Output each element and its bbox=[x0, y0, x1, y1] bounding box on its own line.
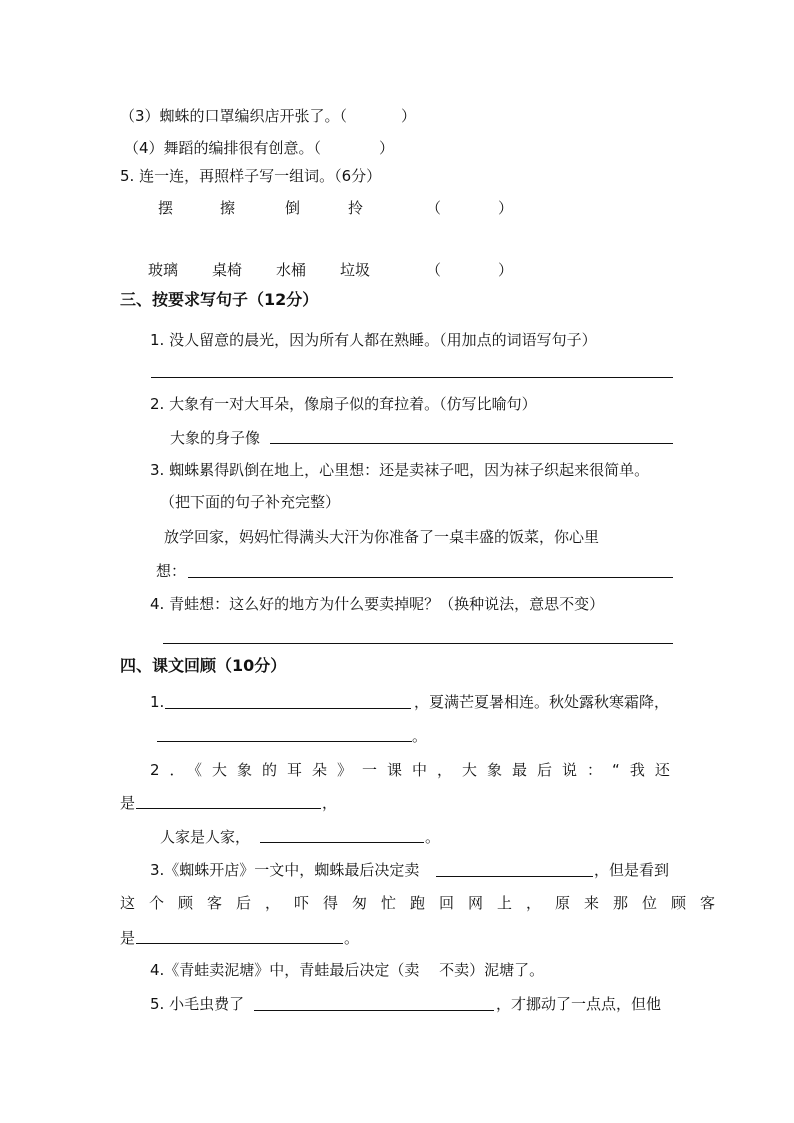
section-4-q3-c: 是 bbox=[120, 929, 136, 947]
answer-line-3-2[interactable] bbox=[270, 443, 673, 444]
word-dao: 倒 bbox=[285, 199, 301, 217]
section-3-q2: 2. 大象有一对大耳朵，像扇子似的耷拉着。（仿写比喻句） bbox=[150, 395, 537, 413]
section-3-q2-prefix: 大象的身子像 bbox=[170, 429, 261, 447]
section-4-q4: 4.《青蛙卖泥塘》中，青蛙最后决定（卖 不卖）泥塘了。 bbox=[150, 961, 545, 979]
section-4-q3-a: 3.《蜘蛛开店》一文中，蜘蛛最后决定卖 bbox=[150, 861, 420, 879]
paren-close-1: ） bbox=[498, 199, 514, 217]
section-4-q5-end: ，才挪动了一点点，但他 bbox=[496, 995, 662, 1013]
word-boli: 玻璃 bbox=[148, 261, 179, 279]
question-2-5-title: 5. 连一连，再照样子写一组词。（6分） bbox=[120, 167, 382, 185]
section-4-q1-end: 。 bbox=[412, 727, 428, 745]
word-laji: 垃圾 bbox=[340, 261, 371, 279]
paren-open-1: （ bbox=[426, 199, 442, 217]
section-4-q3-a-end: ，但是看到 bbox=[594, 861, 670, 879]
section-4-q3-b: 这个顾客后，吓得匆忙跑回网上，原来那位顾客 bbox=[120, 894, 730, 912]
word-zhuoyi: 桌椅 bbox=[212, 261, 243, 279]
answer-line-3-3[interactable] bbox=[188, 577, 673, 578]
section-4-q2-c: 人家是人家， bbox=[160, 828, 251, 846]
word-shuitong: 水桶 bbox=[276, 261, 307, 279]
section-3-q3: 3. 蜘蛛累得趴倒在地上，心里想：还是卖袜子吧，因为袜子织起来很简单。 bbox=[150, 461, 650, 479]
section-3-title: 三、按要求写句子（12分） bbox=[120, 290, 319, 309]
answer-line-4-1a[interactable] bbox=[165, 708, 411, 709]
answer-line-4-3b[interactable] bbox=[136, 943, 343, 944]
section-4-q2-b-end: ， bbox=[322, 794, 338, 812]
section-4-title: 四、课文回顾（10分） bbox=[120, 656, 287, 675]
section-3-q3-note: （把下面的句子补充完整） bbox=[160, 493, 341, 511]
question-2-4: （4）舞蹈的编排很有创意。（ ） bbox=[124, 139, 395, 157]
section-4-q3-c-end: 。 bbox=[344, 929, 360, 947]
section-3-q1: 1. 没人留意的晨光，因为所有人都在熟睡。（用加点的词语写句子） bbox=[150, 331, 597, 349]
section-4-q1-num: 1. bbox=[150, 693, 165, 711]
answer-line-4-2b[interactable] bbox=[260, 842, 424, 843]
answer-line-4-3a[interactable] bbox=[436, 876, 593, 877]
section-4-q2-c-end: 。 bbox=[425, 828, 441, 846]
answer-line-4-5[interactable] bbox=[254, 1010, 494, 1011]
answer-line-3-4[interactable] bbox=[163, 643, 673, 644]
section-4-q2-a: 2．《大象的耳朵》一课中，大象最后说：“我还 bbox=[150, 761, 680, 779]
answer-line-4-2a[interactable] bbox=[136, 808, 321, 809]
word-bai: 摆 bbox=[158, 199, 174, 217]
paren-open-2: （ bbox=[426, 261, 442, 279]
section-3-q3-prefix: 想： bbox=[156, 562, 187, 580]
paren-close-2: ） bbox=[498, 261, 514, 279]
answer-line-4-1b[interactable] bbox=[157, 741, 412, 742]
section-4-q2-b: 是 bbox=[120, 794, 136, 812]
question-2-3: （3）蜘蛛的口罩编织店开张了。（ ） bbox=[120, 107, 417, 125]
answer-line-3-1[interactable] bbox=[151, 377, 673, 378]
section-4-q1-mid: ，夏满芒夏暑相连。秋处露秋寒霜降， bbox=[414, 693, 670, 711]
section-3-q4: 4. 青蛙想：这么好的地方为什么要卖掉呢？（换种说法，意思不变） bbox=[150, 595, 605, 613]
section-4-q5-a: 5. 小毛虫费了 bbox=[150, 995, 245, 1013]
word-lin: 拎 bbox=[348, 199, 364, 217]
section-3-q3-line: 放学回家，妈妈忙得满头大汗为你准备了一桌丰盛的饭菜，你心里 bbox=[164, 528, 600, 546]
word-ca: 擦 bbox=[220, 199, 236, 217]
